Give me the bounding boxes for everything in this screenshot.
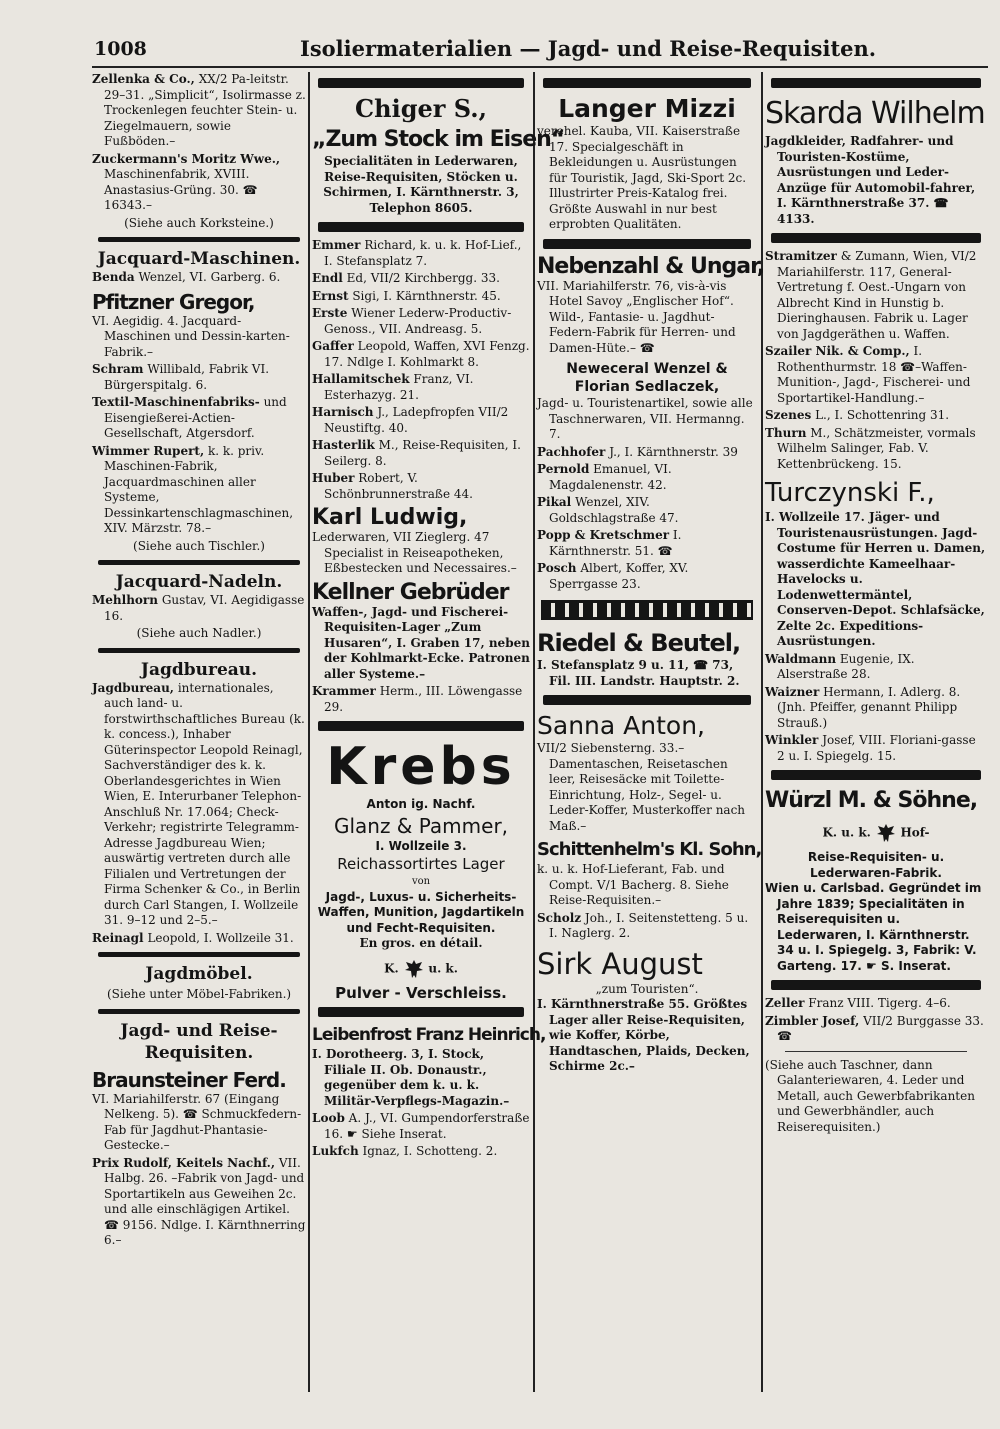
listing-entry: VII. Mariahilferstr. 76, vis-à-vis Hotel Savoy „Englischer Hof“. Wild-, Fantasie- u. Jagdhut-Federn-Fabrik für Herren- und Damen-Hüte.– ☎ (537, 278, 736, 355)
listing-entry: Pachhofer J., I. Kärnthnerstr. 39 (537, 444, 738, 459)
separator-bar (771, 78, 981, 88)
listing-entry: Hasterlik M., Reise-Requisiten, I. Seilerg. 8. (312, 438, 521, 468)
listing-entry: Zuckermann's Moritz Wwe., Maschinenfabrik, XVIII. Anastasius-Grüng. 30. ☎ 16343.– (92, 151, 281, 212)
warrant-kuk-label: K. u. k. (822, 825, 871, 840)
separator-bar (98, 1009, 300, 1014)
separator-bar (98, 648, 300, 653)
warrant-line (765, 822, 987, 844)
advertisement-line: I. Wollzeile 3. (375, 838, 467, 853)
listing-entry: Reinagl Leopold, I. Wollzeile 31. (92, 930, 294, 945)
highlighted-firm-name: Riedel & Beutel, (537, 629, 741, 657)
column-4 (765, 72, 987, 1402)
column-1 (92, 72, 306, 1402)
separator-bar (318, 721, 524, 731)
cross-reference: (Siehe auch Nadler.) (136, 626, 262, 640)
separator-bar (543, 695, 751, 705)
page-header: Isoliermaterialien — Jagd- und Reise-Requisiten. (300, 36, 877, 61)
double-eagle-icon (875, 822, 897, 844)
column-2 (312, 72, 565, 1402)
listing-entry: Huber Robert, V. Schönbrunnerstraße 44. (312, 471, 473, 501)
listing-entry: Schram Willibald, Fabrik VI. Bürgerspitalg. 6. (92, 362, 270, 392)
listing-entry: Szailer Nik. & Comp., I. Rothenthurmstr. 18 ☎–Waffen-Munition-, Jagd-, Fischerei- und Sportartikel-Handlung.– (765, 344, 971, 405)
highlighted-firm-name: Braunsteiner Ferd. (92, 1067, 286, 1092)
listing-entry: Erste Wiener Lederw-Productiv-Genoss., VII. Andreasg. 5. (312, 306, 512, 336)
advertisement-text: Jagdkleider, Radfahrer- und Touristen-Kostüme, Ausrüstungen und Leder-Anzüge für Automobil-fahrer, I. Kärnthnerstraße 37. ☎ 4133. (765, 134, 976, 226)
listing-entry: I. Stefansplatz 9 u. 11, ☎ 73, Fil. III. Landstr. Hauptstr. 2. (537, 658, 740, 688)
listing-entry: Waizner Hermann, I. Adlerg. 8. (Jnh. Pfeiffer, genannt Philipp Strauß.) (765, 684, 961, 730)
separator-bar (318, 1007, 524, 1017)
advertisement-text: verehel. Kauba, VII. Kaiserstraße 17. Specialgeschäft in Bekleidungen u. Ausrüstungen für Touristik, Jagd, Ski-Sport 2c. Illustrirter Preis-Katalog frei. Größte Auswahl in nur best erprobten Qualitäten. (537, 124, 747, 231)
highlighted-firm-name: Kellner Gebrüder (312, 579, 509, 605)
warrant-k-label: K. (384, 961, 399, 975)
listing-entry: Stramitzer & Zumann, Wien, VI/2 Mariahilferstr. 117, General-Vertretung f. Oest.-Ungarn von Albrecht Kind in Hunstig b. Dieringhausen. Fabrik u. Lager von Jagdgeräthen u. Waffen. (765, 249, 977, 341)
separator-bar (98, 560, 300, 565)
listing-entry: Lukfch Ignaz, I. Schotteng. 2. (312, 1144, 498, 1158)
page-number: 1008 (94, 38, 147, 60)
listing-entry: Textil-Maschinenfabriks- und Eisengießerei-Actien-Gesellschaft, Atgersdorf. (92, 395, 287, 440)
warrant-uk-label: u. k. (428, 961, 458, 975)
header-rule (92, 66, 988, 68)
advertisement-line: Reichassortirtes Lager (337, 855, 505, 873)
separator-bar (771, 980, 981, 990)
separator-bar (771, 233, 981, 243)
listing-entry: Loob A. J., VI. Gumpendorferstraße 16. ☛ Siehe Inserat. (312, 1111, 530, 1141)
advertisement-line: Anton ig. Nachf. (366, 797, 476, 811)
separator-bar (771, 770, 981, 780)
listing-entry: Pikal Wenzel, XIV. Goldschlagstraße 47. (537, 495, 679, 525)
cross-reference: (Siehe auch Taschner, dann Galanteriewaren, 4. Leder und Metall, auch Gewerbfabrikanten und Gewerbhändler, auch Reiserequisiten.) (765, 1057, 975, 1134)
listing-entry: I. Kärnthnerstraße 55. Größtes Lager aller Reise-Requisiten, wie Koffer, Körbe, Handtaschen, Plaids, Decken, Schirme 2c.– (537, 997, 750, 1073)
listing-entry: VI. Mariahilferstr. 67 (Eingang Nelkeng. 5). ☎ Schmuckfedern-Fab für Jagdhut-Phantasie-Gestecke.– (92, 1091, 302, 1152)
listing-entry: Krammer Herm., III. Löwengasse 29. (312, 684, 523, 714)
highlighted-firm-name: Sanna Anton, (537, 711, 705, 740)
listing-entry: Zellenka & Co., XX/2 Pa-leitstr. 29–31. „Simplicit“, Isolirmasse z. Trockenlegen feuchter Stein- u. Ziegelmauern, sowie Fußböden.– (92, 72, 306, 148)
listing-entry: Emmer Richard, k. u. k. Hof-Lief., I. Stefansplatz 7. (312, 238, 522, 268)
separator-bar (543, 239, 751, 249)
listing-entry: Benda Wenzel, VI. Garberg. 6. (92, 270, 281, 284)
listing-entry: Prix Rudolf, Keitels Nachf., VII. Halbg. 26. –Fabrik von Jagd- und Sportartikeln aus Geweihen 2c. und alle einschlägigen Artikel. ☎ 9156. Ndlge. I. Kärnthnerring 6.– (92, 1155, 306, 1247)
advertisement-line: Reise-Requisiten- u. Lederwaren-Fabrik. (807, 850, 945, 880)
listing-entry: Mehlhorn Gustav, VI. Aegidigasse 16. (92, 593, 305, 623)
advertisement-slogan: „Zum Stock im Eisen“ (312, 127, 565, 152)
listing-entry: Thurn M., Schätzmeister, vormals Wilhelm Salinger, Fab. V. Kettenbrückeng. 15. (765, 425, 976, 471)
listing-entry: Jagdbureau, internationales, auch land- u. forstwirthschaftliches Bureau (k. k. concess.), Inhaber Güterinspector Leopold Reinagl, Sachverständiger des k. k. Oberlandesgerichtes in Wien Wien, E. Interurbaner Telephon-Anschluß Nr. 17.064; Check-Verkehr; registrirte Telegramm-Adresse Jagdbureau Wien; auswärtig vertreten durch alle Filialen und Vertretungen der Firma Schenker & Co., in Berlin durch Carl Stangen, I. Wollzeile 31. 9–12 und 2–5.– (92, 680, 305, 927)
section-heading: Jagd- und Reise-Requisiten. (120, 1020, 278, 1063)
listing-entry: Harnisch J., Ladepfropfen VII/2 Neustiftg. 40. (312, 405, 509, 435)
advertisement-firm-name: Skarda Wilhelm (765, 96, 985, 131)
advertisement-text: Specialitäten in Lederwaren, Reise-Requisiten, Stöcken u. Schirmen, I. Kärnthnerstr. 3, Telephon 8605. (323, 154, 519, 215)
separator-bar (98, 952, 300, 957)
warrant-line (312, 958, 530, 980)
listing-entry: Hallamitschek Franz, VI. Esterhazyg. 21. (312, 372, 474, 402)
listing-entry: Pernold Emanuel, VI. Magdalenenstr. 42. (537, 462, 672, 492)
advertisement-line: Glanz & Pammer, (333, 813, 509, 838)
listing-entry: Gaffer Leopold, Waffen, XVI Fenzg. 17. Ndlge I. Kohlmarkt 8. (312, 339, 530, 369)
listing-entry: Lederwaren, VII Zieglerg. 47 Specialist in Reiseapotheken, Eßbestecken und Necessaires.– (312, 530, 517, 575)
listing-entry: VII/2 Siebensterng. 33.–Damentaschen, Reisetaschen leer, Reisesäcke mit Toilette-Einrichtung, Holz-, Segel- u. Leder-Koffer, Musterkoffer nach Maß.– (537, 741, 746, 833)
listing-entry: k. u. k. Hof-Lieferant, Fab. und Compt. V/1 Bacherg. 8. Siehe Reise-Requisiten.– (537, 862, 729, 907)
listing-entry: Jagd- u. Touristenartikel, sowie alle Taschnerwaren, VII. Hermanng. 7. (537, 396, 753, 441)
advertisement-line: Jagd-, Luxus- u. Sicherheits-Waffen, Munition, Jagdartikeln und Fecht-Requisiten. (317, 889, 525, 935)
listing-entry: VI. Aegidig. 4. Jacquard-Maschinen und Dessin-karten-Fabrik.– (92, 313, 290, 359)
cross-reference: (Siehe unter Möbel-Fabriken.) (106, 987, 292, 1001)
advertisement-text: Wien u. Carlsbad. Gegründet im Jahre 1839; Specialitäten in Reiserequisiten u. Lederwaren, I. Kärnthnerstr. 34 u. I. Spiegelg. 3, Fabrik: V. Garteng. 17. ☛ S. Inserat. (765, 881, 982, 973)
highlighted-firm-name: Nebenzahl & Ungar, (537, 253, 765, 279)
column-divider (533, 72, 535, 1392)
section-heading: Jacquard-Maschinen. (97, 249, 301, 269)
advertisement-firm-name: Langer Mizzi (558, 94, 736, 123)
listing-entry: Ernst Sigi, I. Kärnthnerstr. 45. (312, 288, 501, 303)
listing-entry: Posch Albert, Koffer, XV. Sperrgasse 23. (537, 561, 689, 591)
separator-bar (98, 237, 300, 242)
listing-entry: Popp & Kretschmer I. Kärnthnerstr. 51. ☎ (537, 528, 682, 558)
advertisement-firm-name: Würzl M. & Söhne, (765, 788, 978, 813)
highlighted-firm-name: Karl Ludwig, (312, 505, 468, 530)
chain-border-ornament (541, 600, 753, 620)
highlighted-firm-name: Schittenhelm's Kl. Sohn, (537, 839, 762, 860)
separator-bar (318, 222, 524, 232)
listing-entry: I. Wollzeile 17. Jäger- und Touristenausrüstungen. Jagd-Costume für Herren u. Damen, wasserdichte Kameelhaar-Havelocks u. Lodenwettermäntel, Conserven-Depot. Schlafsäcke, Zelte 2c. Expeditions-Ausrüstungen. (765, 510, 986, 648)
advertisement-firm-name: Chiger S., (355, 94, 487, 123)
cross-reference: (Siehe auch Korksteine.) (124, 215, 274, 230)
advertisement-line: En gros. en détail. (359, 936, 483, 950)
listing-entry: Scholz Joh., I. Seitenstetteng. 5 u. I. Naglerg. 2. (537, 910, 749, 940)
cross-reference: (Siehe auch Tischler.) (133, 538, 265, 553)
section-heading: Jacquard-Nadeln. (115, 572, 283, 592)
highlighted-firm-name: Pfitzner Gregor, (92, 289, 255, 314)
column-3 (537, 72, 765, 1402)
listing-entry: Waffen-, Jagd- und Fischerei-Requisiten-Lager „Zum Husaren“, I. Graben 17, neben der Kohlmarkt-Ecke. Patronen aller Systeme.– (312, 604, 530, 681)
listing-entry: Szenes L., I. Schottenring 31. (765, 408, 950, 422)
advertisement-line: von (411, 876, 431, 887)
rule (785, 1051, 967, 1052)
listing-entry: Wimmer Rupert, k. k. priv. Maschinen-Fabrik, Jacquardmaschinen aller Systeme, Dessinkartenschlagmaschinen, XIV. Märzstr. 78.– (92, 443, 294, 535)
listing-entry: Zeller Franz VIII. Tigerg. 4–6. (765, 996, 951, 1010)
listing-entry: I. Dorotheerg. 3, I. Stock, Filiale II. Ob. Donaustr., gegenüber dem k. u. k. Militär-Verpflegs-Magazin.– (312, 1047, 510, 1108)
section-heading: Jagdbureau. (140, 659, 258, 680)
separator-bar (318, 78, 524, 88)
listing-entry: Waldmann Eugenie, IX. Alserstraße 28. (765, 651, 915, 681)
warrant-hof-label: Hof- (900, 825, 930, 840)
listing-entry: Zimbler Josef, VII/2 Burggasse 33. ☎ (765, 1013, 984, 1043)
separator-bar (543, 78, 751, 88)
listing-entry: Winkler Josef, VIII. Floriani-gasse 2 u. I. Spiegelg. 15. (765, 733, 976, 763)
highlighted-firm-name: Neweceral Wenzel & Florian Sedlaczek, (566, 361, 728, 395)
double-eagle-icon (403, 958, 425, 980)
advertisement-line: Pulver - Verschleiss. (335, 983, 507, 1002)
highlighted-firm-name: Sirk August (537, 946, 703, 981)
highlighted-firm-name: Leibenfrost Franz Heinrich, (312, 1025, 546, 1045)
listing-entry: Endl Ed, VII/2 Kirchbergg. 33. (312, 271, 500, 285)
column-divider (308, 72, 310, 1392)
highlighted-firm-name: Turczynski F., (765, 478, 935, 508)
advertisement-krebs-name: Krebs (326, 737, 516, 797)
section-heading: Jagdmöbel. (145, 964, 253, 984)
listing-subtitle: „zum Touristen“. (595, 981, 699, 996)
